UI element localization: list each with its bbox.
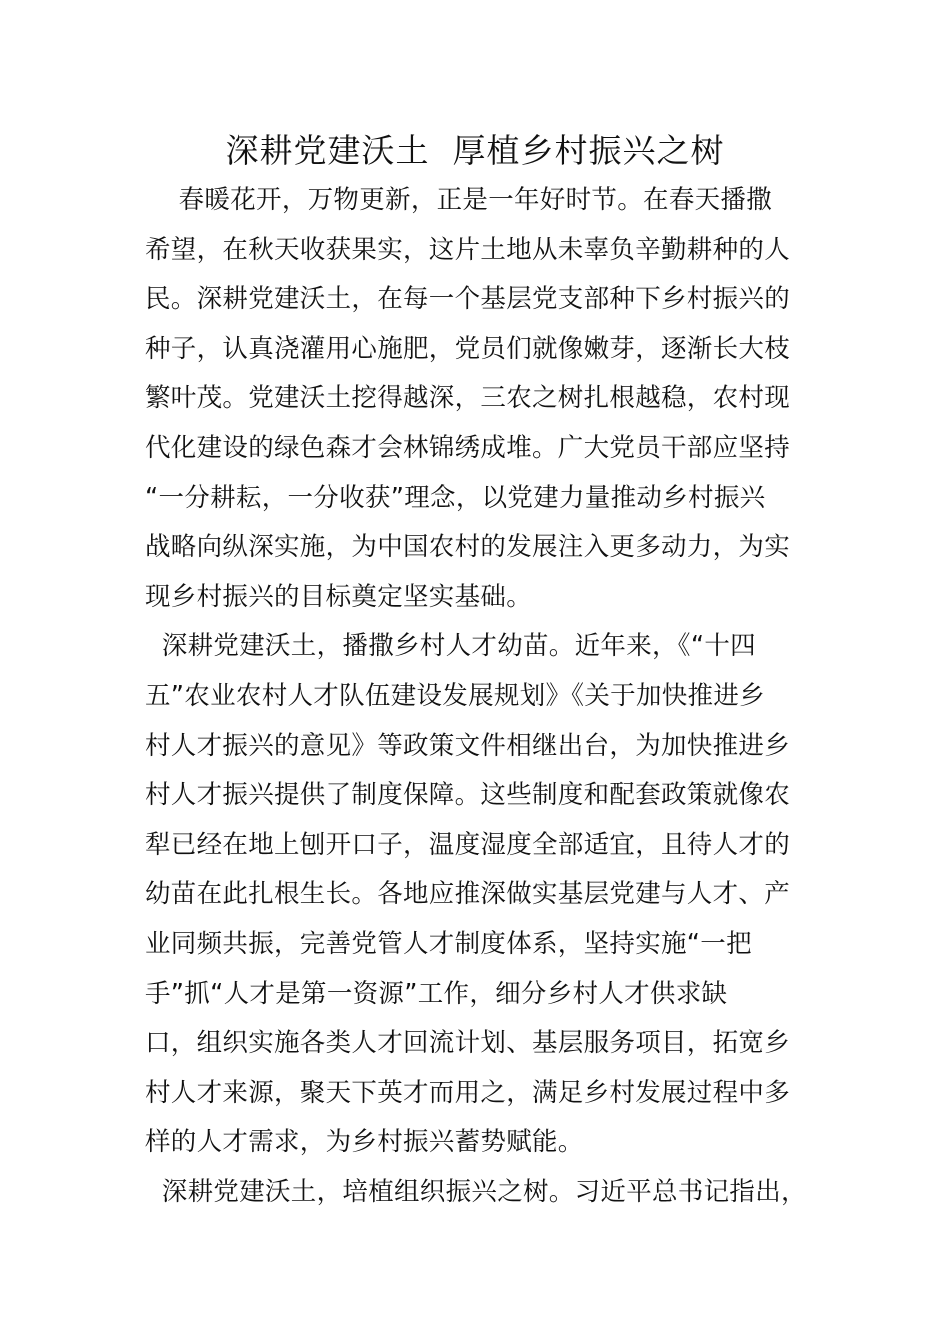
body-line: 代化建设的绿色森才会林锦绣成堆。广大党员干部应坚持 [145,432,791,463]
body-line: 村人才振兴提供了制度保障。这些制度和配套政策就像农 [145,780,791,811]
body-line: 村人才来源，聚天下英才而用之，满足乡村发展过程中多 [145,1077,791,1108]
body-line: 手”抓“人才是第一资源”工作，细分乡村人才供求缺 [145,978,728,1009]
body-line: 五”农业农村人才队伍建设发展规划》《关于加快推进乡 [145,680,765,711]
body-line: 幼苗在此扎根生长。各地应推深做实基层党建与人才、产 [145,879,791,910]
body-line: 现乡村振兴的目标奠定坚实基础。 [145,581,533,612]
body-line: 犁已经在地上刨开口子，温度湿度全部适宜，且待人才的 [145,829,791,860]
body-line: 民。深耕党建沃土，在每一个基层党支部种下乡村振兴的 [145,284,791,315]
body-line: 深耕党建沃土，播撒乡村人才幼苗。近年来，《“十四 [145,631,756,662]
body-line: 样的人才需求，为乡村振兴蓄势赋能。 [145,1127,584,1158]
body-line: 希望，在秋天收获果实，这片土地从未辜负辛勤耕种的人 [145,234,791,265]
body-line: 深耕党建沃土，培植组织振兴之树。习近平总书记指出， [145,1176,807,1207]
body-line: 村人才振兴的意见》等政策文件相继出台，为加快推进乡 [145,730,791,761]
body-line: 繁叶茂。党建沃土挖得越深，三农之树扎根越稳，农村现 [145,383,791,414]
document-title: 深耕党建沃土 厚植乡村振兴之树 [225,131,725,170]
body-line: 口，组织实施各类人才回流计划、基层服务项目，拓宽乡 [145,1028,791,1059]
body-line: 种子，认真浇灌用心施肥，党员们就像嫩芽，逐渐长大枝 [145,333,791,364]
document-body [145,176,810,1217]
body-line: 春暖花开，万物更新，正是一年好时节。在春天播撒 [145,185,773,215]
body-line: 业同频共振，完善党管人才制度体系，坚持实施“一把 [145,928,752,959]
body-line: “一分耕耘，一分收获”理念，以党建力量推动乡村振兴 [145,482,766,513]
body-line: 战略向纵深实施，为中国农村的发展注入更多动力，为实 [145,532,791,563]
